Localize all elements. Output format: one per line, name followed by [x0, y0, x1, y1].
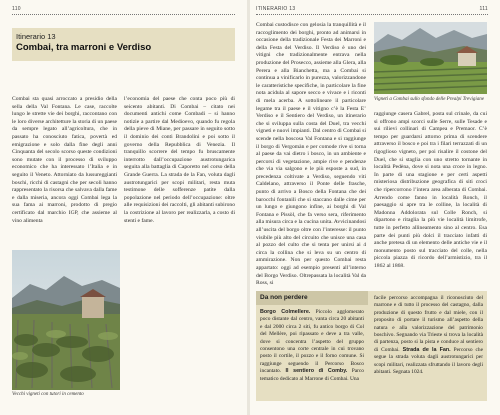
photo-caption-right: Vigneti a Combai sullo sfondo delle Prealpi Trevigiane	[374, 97, 484, 102]
sidebar-entry-continued	[374, 295, 483, 353]
paragraph: Combai custodisce con gelosia la tranquillità e il raccoglimento dei borghi, pronto ad animarsi in occasione della tradizionale Festa dei Marroni e della Festa del Verdiso. Il Verdiso è uno dei vitigni che tradizionalmente entrava nella produzione del Prosecco, assieme alla Glera, alla Perera e alla Bianchetta, ma a Combai si continua a vinificarlo in purezza, valorizzandone le caratteristiche specifiche, in particolare la fine nota acidula al sapore secco e vivace e i riconti di mela acerba. A sottolineare il particolare legame tra il paese e il vitigno c’è la Festa E’ Verdiso e il Sentiero del Verdiso, un itinerario che si sviluppa sulla costa del Duel, tra vecchi vigneti e nuovi impianti. Dal centro di Combai si scende nella boscosa Val Fontana e si raggiunge il borgo di Vergomàn e per comode rive si torna al paese da vai dietro i bosco, in un ambiente e percorsi di vegetazione, ampie rive e pendenze che via via salgono e le più esposte a sud, in precedenza coltivate a Verdiso, seguendo viti Caldelano, attraverso il Ponte delle frasche, punto di arrivo a Bosco della Fontana che dei barocchi fontanili che si staccano dalle cime per un lungo e giungono infine, ai borghi di Val Fontana e Pissòl, che fa verso sera, riferimento alla misura circa e la cucina unita. Avvicinandosi all’uscita del borgo oltre con l’interesse: il punto visibile più alto del circuito che unisce una casa al pozzo del culto che si tenta per unirsi ai 4 circa la collina che si leva su un centro di ammirazione. Non per questo Combai resta appartato: oggi ad esempio presenti all’interno del Borgo Verdiso. Oltrepassata la località Val da Ross, si	[256, 22, 366, 287]
vineyard-photo	[12, 250, 120, 390]
entry-text: Parco tematico dedicato al Marrone di Combai. Una	[260, 368, 364, 382]
page-number-left: 110	[12, 6, 21, 12]
entry-heading: Borgo Colmellere.	[260, 309, 311, 315]
left-page	[0, 0, 247, 415]
left-text-column-2	[124, 96, 235, 225]
da-non-perdere-box	[256, 291, 487, 401]
entry-text: facile percorso accompagna il riconosciuto del marrone e di tutto il processo del castagno, dalla produzione di questo frutto e dal miele, con il proposito di portare il turismo all’aspetto della natura e alla valorizzazione del patrimonio boschivo. Segnando via Trieste si trova la località di partenza, posto si la pista e conduce al sentiero di Combai.	[374, 295, 483, 353]
header-rule-right	[256, 14, 488, 15]
right-text-column-2	[374, 111, 487, 270]
itinerary-label: Itinerario 13	[16, 32, 56, 41]
entry-text: Percorso che segue la strada voluta dagli austrotungarici per scopi militari, realizzata sfruttando il lavoro degli abitanti. Segnata 1024.	[374, 346, 483, 376]
mountain-vineyard-photo-image	[374, 22, 487, 94]
chapter-title: Combai, tra marroni e Verdiso	[16, 42, 152, 53]
right-page	[250, 0, 500, 415]
paragraph: l’economia del paese che conta poco più di seicento abitanti. Di Combai – citato nei documenti antichi come Combadi – si hanno notizie a partire dal Medioevo, quando fu regola della pieve di Miane, per passare in seguito sotto il dominio dei conti Brandolini e poi sotto il governo della Repubblica di Venezia. Il tranquillo scorrere del tempo fu bruscamente interrotto dall’occupazione austrotungarica seguita alla battaglia di Caporetto nel corso della Grande Guerra. La strada de la Fan, voluta dagli austrotungarici per scopi militari, resta muta testimone delle sofferenze patite dalla popolazione nel periodo dell’occupazione: oltre alle requisizioni dei raccolti, gli abitanti subirono la costrizione al lavoro per realizzarla, a costo di stenti e fame.	[124, 96, 235, 224]
paragraph: Combai sta quasi arroccato a presidio della sella della Val Fontana. Le case, raccolte lungo le strette vie dei borghi, raccontano con le loro diverse architetture la storia di un paese da sempre legato all’agricoltura, che in passato ha conosciuto fatica, povertà ed emigrazione e solo dalla fine degli anni Cinquanta del secolo scorso queste condizioni sono mutate con il processo di sviluppo economico che ha interessato l’Italia e in seguito il Veneto. Attorniato da lussureggianti boschi, ricchi di castagni che per secoli hanno rappresentato la risorsa che salvava dalla fame e dalla miseria, ancora oggi Combai lega la sua fama ai marroni, prodotto di pregio certificato dal marchio IGP, che assieme al vino alimenta	[12, 96, 117, 224]
entry-heading: Strada de la Fan.	[402, 346, 451, 353]
itinerary-heading-box	[12, 28, 235, 61]
entry-heading: Il sentiero di Comby.	[285, 368, 348, 375]
photo-caption-left: Vecchi vigneti con tutori in cemento	[12, 392, 84, 397]
sidebar-column-1	[260, 309, 364, 383]
paragraph: raggiunge casera Gabrel, posta sul crinale, da cui si offrono ampi scorci sulle Serre, sulle Tesade e sui rilievi collinari di Campea e Premaor. C’è tempo per guardarsi attorno prima di scendere attraverso il bosco e poi tra i filari terrazzati di un rigoglioso vigneto, per poi risalire il costone del Duel, che si staglia con uno stretto tornante in località Pedèna, dove si nota una croce in legno. In parte di una stagione e per certi aspetti misteriosa distribuzione geografica di siti croci che ripercorrono l’intera area alberata di Combai. Arrendo come fanno in località Ronch, il paesaggio si apre tra le colline, la località di Madonna Addolorata sul Colle Ronch, si dipartono e ritaglia la più vie località limitrofe, tutte in perfetto allineamento sino al centro. Esa parte dei punti più dolci il tracciato infatti di anche pretesa di un elemento delle antiche vie e il monumento posto sul tracciato del colle, nella piccola piazza di ricordo dell’armistizio, tra il 1862 al 1868.	[374, 111, 487, 269]
left-text-column-1	[12, 96, 117, 225]
sidebar-column-2	[374, 295, 483, 376]
header-rule-left	[12, 14, 235, 15]
vineyard-photo-image	[12, 250, 120, 390]
mountain-vineyard-photo	[374, 22, 487, 94]
sidebar-header	[256, 291, 368, 305]
sidebar-title: Da non perdere	[260, 294, 308, 301]
entry-text: Piccolo agglomerato poco distante dal centro, vanta circa 20 abitanti e dal 2000 circa 2 siti, fu antico borgo di Col del Mellère, poi ripassato e deve a tra valle, dove si concentra l’aspetto del gruppo consentono una corte centrale in cui trovano posto il cortile, il pozzo e il forno comune. Si raggiunge seguendo il Percorso Bosco incantato.	[260, 309, 364, 375]
right-text-column-1	[256, 22, 366, 288]
page-number-right: 111	[479, 6, 488, 12]
sidebar-entry-borgo-colmellere	[260, 309, 364, 374]
running-title: ITINERARIO 13	[256, 6, 296, 12]
